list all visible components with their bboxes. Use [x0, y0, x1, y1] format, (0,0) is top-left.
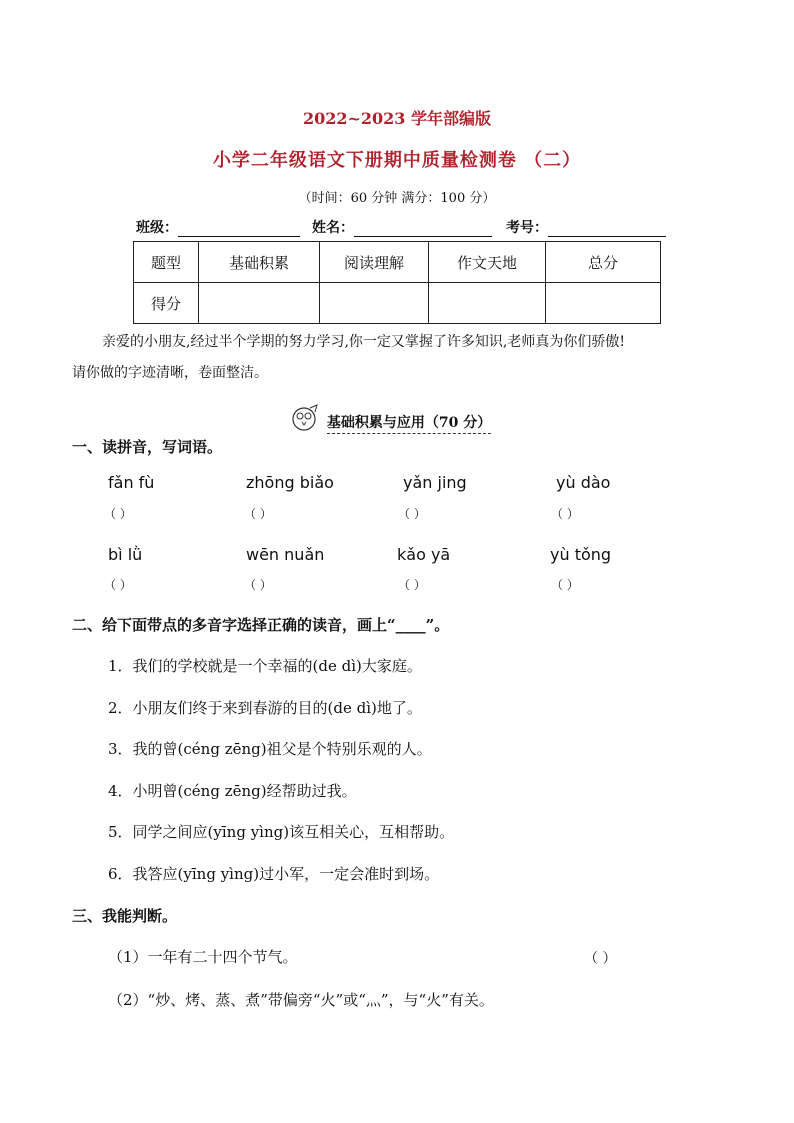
- answer-blank[interactable]: （ ）: [398, 507, 426, 521]
- name-field: [312, 217, 492, 237]
- class-blank[interactable]: [178, 222, 300, 237]
- score-table-header-row: [134, 242, 661, 283]
- score-cell[interactable]: [320, 283, 429, 324]
- name-label: 姓名：: [312, 220, 354, 236]
- q1-title: 一、读拼音，写词语。: [72, 438, 223, 456]
- class-field: [136, 217, 300, 237]
- name-blank[interactable]: [354, 222, 492, 237]
- score-header-cell: 阅读理解: [320, 242, 429, 283]
- polyphone-item[interactable]: 1．我们的学校就是一个幸福的(de dì)大家庭。: [108, 657, 422, 675]
- pinyin-item: yǎn jing: [403, 473, 467, 492]
- score-header-cell: 基础积累: [199, 242, 320, 283]
- answer-blank[interactable]: （ ）: [244, 578, 272, 592]
- pinyin-item: yù dào: [556, 473, 611, 492]
- section-title: 基础积累与应用（70 分）: [327, 415, 491, 434]
- score-table-row: [134, 283, 661, 324]
- score-table: [133, 241, 661, 324]
- score-cell[interactable]: [546, 283, 661, 324]
- intro-line-1: 亲爱的小朋友,经过半个学期的努力学习,你一定又掌握了许多知识,老师真为你们骄傲!: [102, 334, 625, 350]
- pinyin-item: wēn nuǎn: [246, 545, 325, 564]
- intro-line-2: 请你做的字迹清晰，卷面整洁。: [72, 365, 268, 381]
- exam-no-label: 考号：: [506, 220, 548, 236]
- section-heading: [290, 404, 491, 432]
- exam-time-score: （时间：60 分钟 满分：100 分）: [298, 191, 496, 206]
- exam-no-blank[interactable]: [548, 222, 666, 237]
- exam-year-title: 2022~2023 学年部编版: [302, 109, 492, 128]
- score-cell[interactable]: [199, 283, 320, 324]
- polyphone-item[interactable]: 5．同学之间应(yīng yìng)该互相关心，互相帮助。: [108, 823, 455, 841]
- answer-blank[interactable]: （ ）: [104, 507, 132, 521]
- class-label: 班级：: [136, 220, 178, 236]
- pinyin-item: kǎo yā: [397, 545, 451, 564]
- pinyin-item: yù tǒng: [550, 545, 612, 564]
- score-header-cell: 总分: [546, 242, 661, 283]
- q3-title: 三、我能判断。: [72, 907, 178, 925]
- polyphone-item[interactable]: 6．我答应(yīng yìng)过小军，一定会准时到场。: [108, 865, 440, 883]
- pinyin-item: fǎn fù: [108, 473, 155, 492]
- score-cell[interactable]: [429, 283, 546, 324]
- answer-blank[interactable]: （ ）: [244, 507, 272, 521]
- polyphone-item[interactable]: 2．小朋友们终于来到春游的目的(de dì)地了。: [108, 699, 422, 717]
- polyphone-item[interactable]: 3．我的曾(céng zēng)祖父是个特别乐观的人。: [108, 740, 432, 758]
- score-header-cell: 题型: [134, 242, 199, 283]
- exam-no-field: [506, 217, 666, 237]
- pinyin-item: bì lǜ: [108, 545, 143, 564]
- polyphone-item[interactable]: 4．小明曾(céng zēng)经帮助过我。: [108, 782, 357, 800]
- q2-title: 二、给下面带点的多音字选择正确的读音，画上“____”。: [72, 616, 450, 634]
- judge-item: （2）“炒、烤、蒸、煮”带偏旁“火”或“灬”，与“火”有关。: [108, 991, 494, 1009]
- answer-blank[interactable]: （ ）: [104, 578, 132, 592]
- judge-item: （1）一年有二十四个节气。: [108, 948, 298, 966]
- exam-title: 小学二年级语文下册期中质量检测卷 （二）: [212, 150, 582, 171]
- judge-answer-blank[interactable]: （ ）: [584, 951, 617, 967]
- score-row-label: 得分: [134, 283, 199, 324]
- score-header-cell: 作文天地: [429, 242, 546, 283]
- owl-icon: [290, 404, 320, 432]
- pinyin-item: zhōng biǎo: [246, 473, 334, 492]
- answer-blank[interactable]: （ ）: [551, 578, 579, 592]
- answer-blank[interactable]: （ ）: [551, 507, 579, 521]
- answer-blank[interactable]: （ ）: [398, 578, 426, 592]
